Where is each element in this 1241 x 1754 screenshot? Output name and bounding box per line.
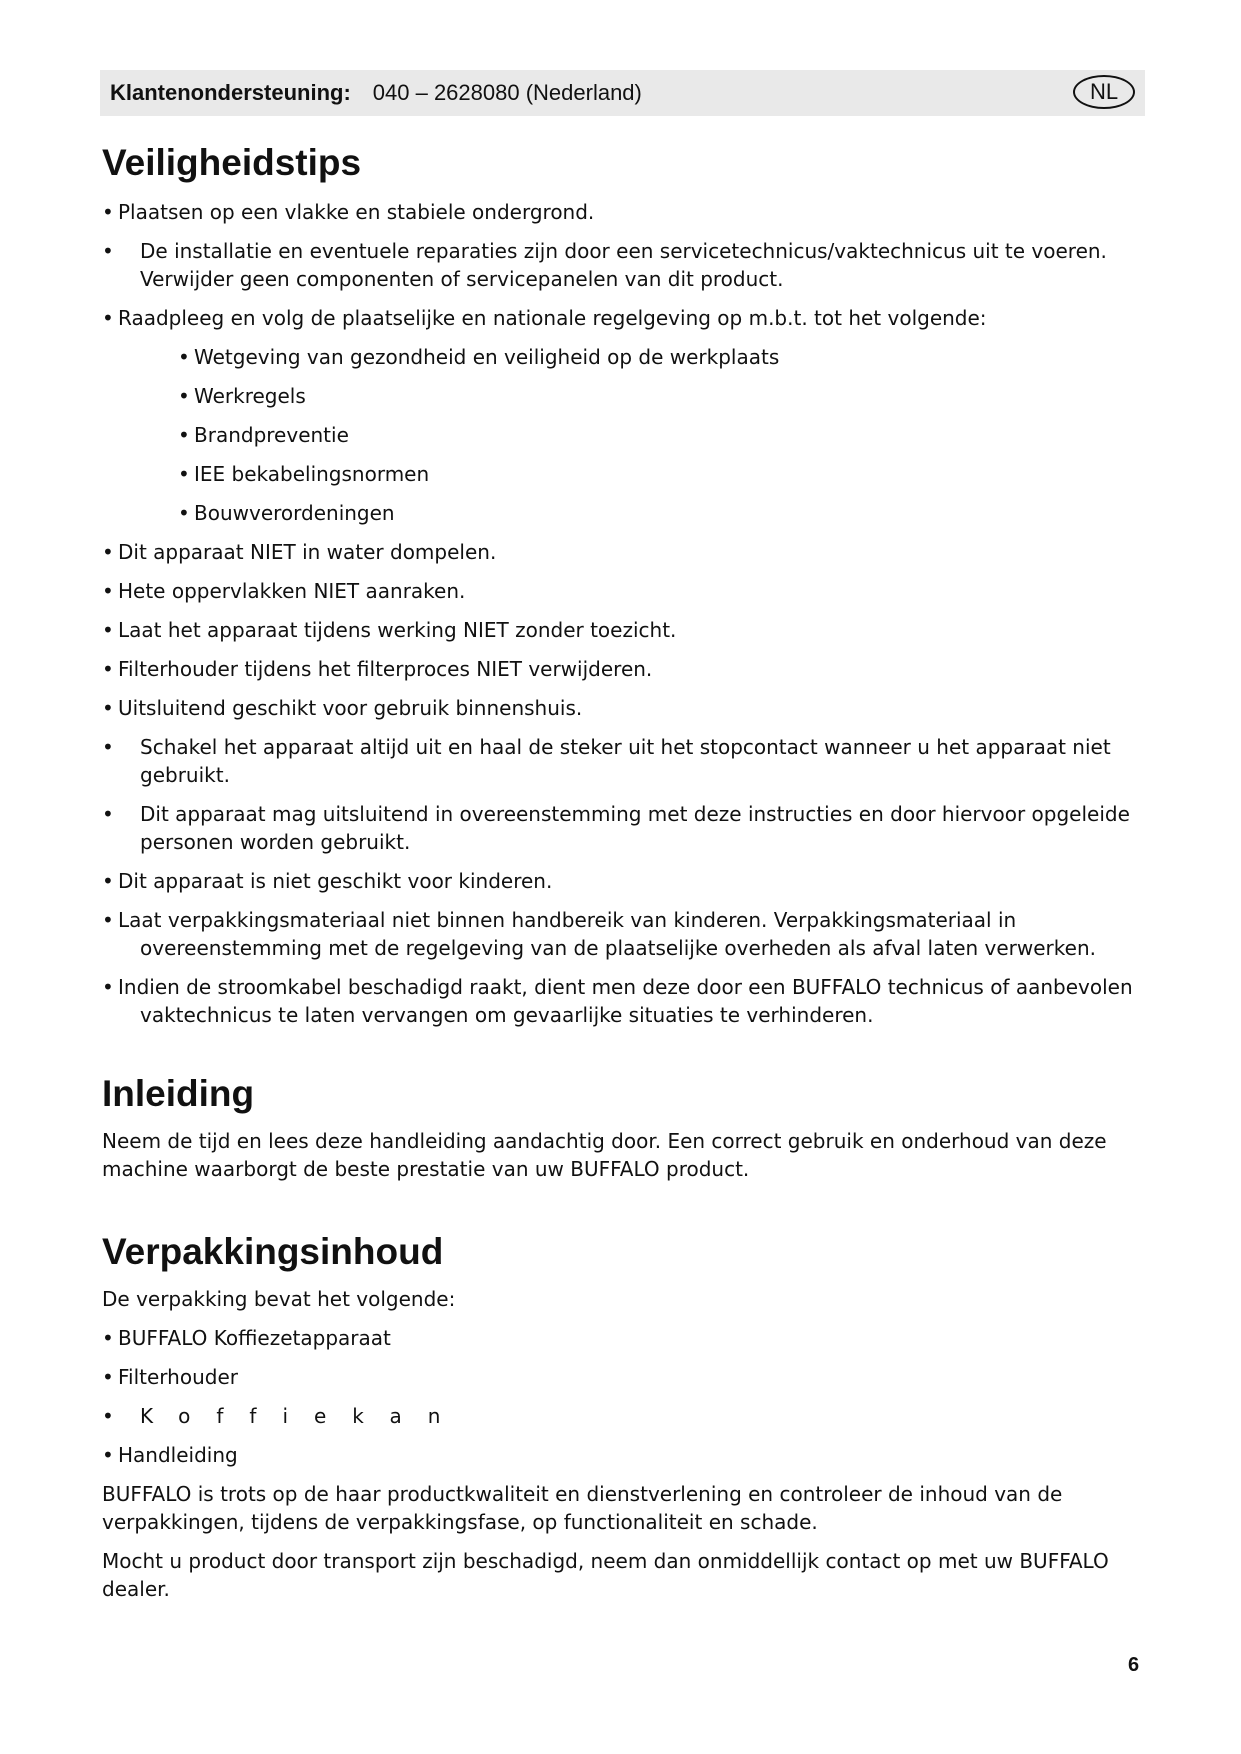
packaging-paragraph: Mocht u product door transport zijn beschadigd, neem dan onmiddellijk contact op met uw BUFFALO dealer. xyxy=(102,1549,1109,1601)
list-item: • De installatie en eventuele reparaties zijn door een servicetechnicus/vaktechnicus uit te voeren. Verwijder geen componenten of servicepanelen van dit product. xyxy=(102,239,1107,291)
sub-list-item: • Brandpreventie xyxy=(178,423,349,447)
list-item: • Plaatsen op een vlakke en stabiele ondergrond. xyxy=(102,200,595,224)
list-item: • Uitsluitend geschikt voor gebruik binnenshuis. xyxy=(102,696,583,720)
sub-list-item: • Bouwverordeningen xyxy=(178,501,395,525)
list-item: • Filterhouder tijdens het filterproces NIET verwijderen. xyxy=(102,657,653,681)
list-item: • Koffiekan xyxy=(102,1404,467,1428)
page-number: 6 xyxy=(1128,1654,1140,1676)
list-item: • Indien de stroomkabel beschadigd raakt, dient men deze door een BUFFALO technicus of aanbevolen vaktechnicus te laten vervangen om gevaarlijke situaties te verhinderen. xyxy=(102,975,1133,1027)
packaging-lead: De verpakking bevat het volgende: xyxy=(102,1287,456,1311)
sub-list-item: • IEE bekabelingsnormen xyxy=(178,462,430,486)
list-item: • Dit apparaat is niet geschikt voor kinderen. xyxy=(102,869,553,893)
intro-heading: Inleiding xyxy=(102,1073,255,1114)
list-item: • Raadpleeg en volg de plaatselijke en nationale regelgeving op m.b.t. tot het volgende: xyxy=(102,306,987,330)
support-header-bar xyxy=(100,70,1145,116)
support-label: Klantenondersteuning: xyxy=(110,80,351,105)
list-item: • Filterhouder xyxy=(102,1365,238,1389)
page-content xyxy=(102,138,1147,1614)
intro-text: Neem de tijd en lees deze handleiding aandachtig door. Een correct gebruik en onderhoud van deze machine waarborgt de beste prestatie van uw BUFFALO product. xyxy=(102,1129,1107,1181)
support-phone: 040 – 2628080 (Nederland) xyxy=(372,80,642,105)
safety-heading: Veiligheidstips xyxy=(102,142,362,183)
list-item: • Handleiding xyxy=(102,1443,238,1467)
language-badge: NL xyxy=(1073,75,1135,109)
list-item: • Schakel het apparaat altijd uit en haal de steker uit het stopcontact wanneer u het apparaat niet gebruikt. xyxy=(102,735,1111,787)
list-item: • Hete oppervlakken NIET aanraken. xyxy=(102,579,466,603)
sub-list-item: • Werkregels xyxy=(178,384,306,408)
list-item: • BUFFALO Koffiezetapparaat xyxy=(102,1326,391,1350)
packaging-heading: Verpakkingsinhoud xyxy=(102,1231,444,1272)
sub-list-item: • Wetgeving van gezondheid en veiligheid op de werkplaats xyxy=(178,345,780,369)
list-item: • Dit apparaat mag uitsluitend in overeenstemming met deze instructies en door hiervoor opgeleide personen worden gebruikt. xyxy=(102,802,1130,854)
packaging-paragraph: BUFFALO is trots op de haar productkwaliteit en dienstverlening en controleer de inhoud van de verpakkingen, tijdens de verpakkingsfase, op functionaliteit en schade. xyxy=(102,1482,1063,1534)
list-item: • Laat het apparaat tijdens werking NIET zonder toezicht. xyxy=(102,618,677,642)
list-item: • Dit apparaat NIET in water dompelen. xyxy=(102,540,497,564)
list-item: • Laat verpakkingsmateriaal niet binnen handbereik van kinderen. Verpakkingsmateriaal in overeenstemming met de regelgeving van de plaatselijke overheden als afval laten verwerken. xyxy=(102,908,1096,960)
